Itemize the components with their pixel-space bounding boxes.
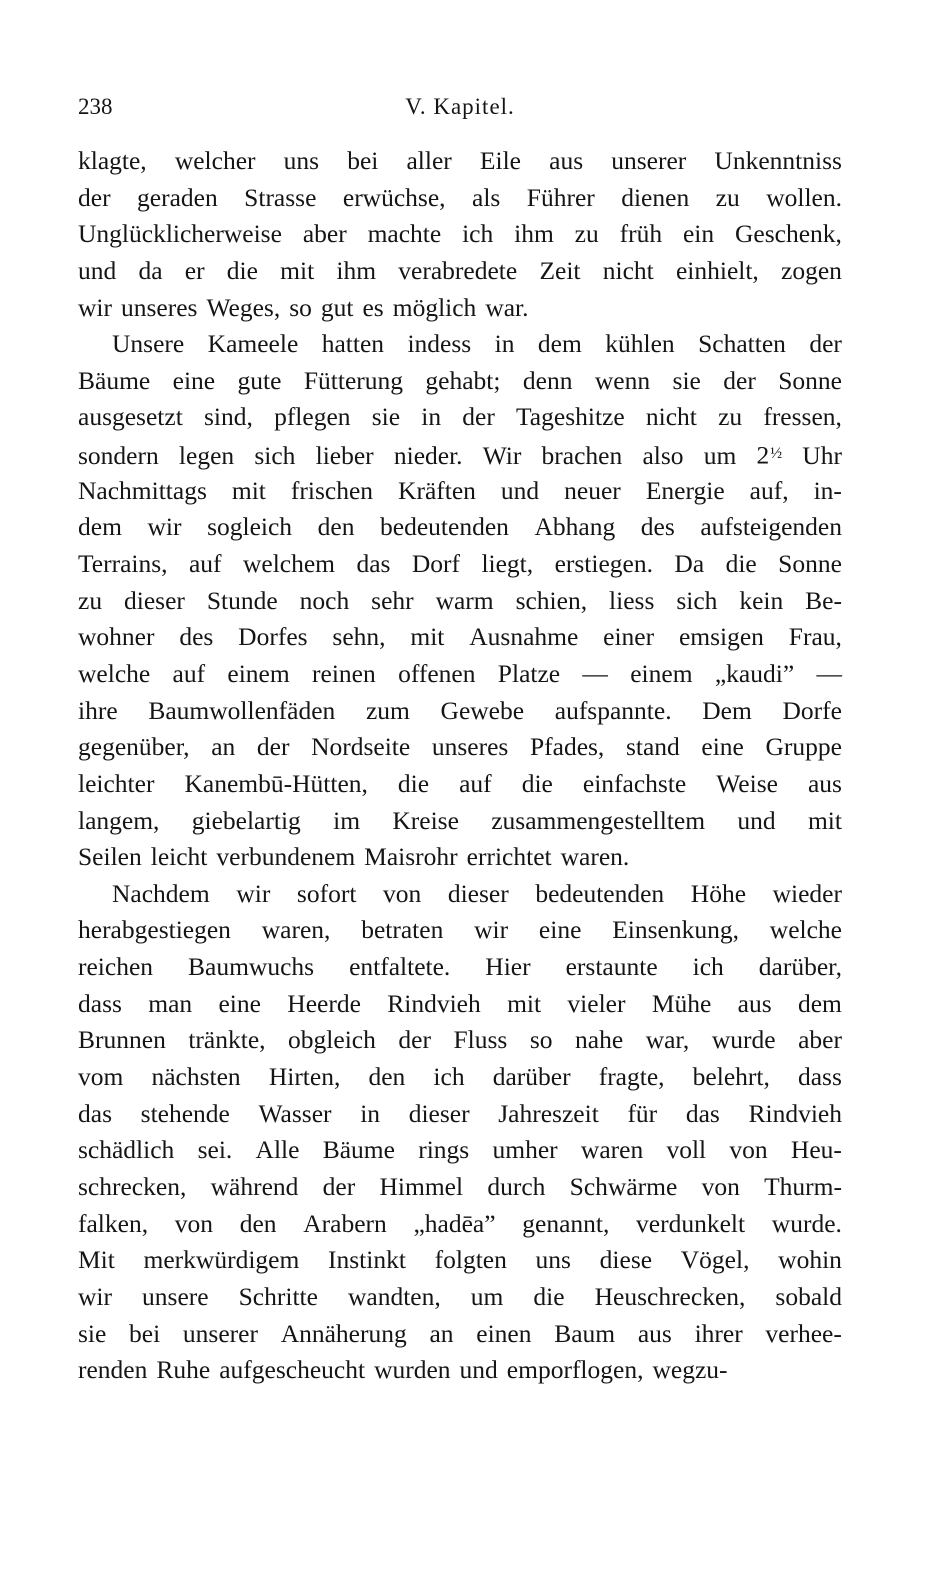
text-line: Terrains, auf welchem das Dorf liegt, erstiegen. Da die Sonne [78,549,842,579]
text-line: wir unsere Schritte wandten, um die Heuschrecken, sobald [78,1281,842,1311]
text-line: gegenüber, an der Nordseite unseres Pfades, stand eine Gruppe [78,732,842,762]
text-line: Seilen leicht verbundenem Maisrohr errichtet waren. [78,842,630,872]
text-line: welche auf einem reinen offenen Platze — einem „kaudi” — [78,658,842,688]
text-line: schädlich sei. Alle Bäume rings umher waren voll von Heu- [78,1135,842,1165]
text-line: leichter Kanembū-Hütten, die auf die einfachste Weise aus [78,768,842,798]
running-head: V. Kapitel. [405,94,515,119]
text-line: renden Ruhe aufgescheucht wurden und emporflogen, wegzu- [78,1355,728,1385]
text-line: wir unseres Weges, so gut es möglich war. [78,292,529,322]
text-line: ihre Baumwollenfäden zum Gewebe aufspannte. Dem Dorfe [78,695,842,725]
text-line: sondern legen sich lieber nieder. Wir brachen also um 2½ Uhr [78,440,842,470]
text-line: klagte, welcher uns bei aller Eile aus unserer Unkenntniss [78,146,842,175]
page-header [78,92,842,122]
text-line: wohner des Dorfes sehn, mit Ausnahme einer emsigen Frau, [78,622,842,652]
text-line: langem, giebelartig im Kreise zusammengestelltem und mit [78,805,842,835]
page-number: 238 [78,94,113,119]
text-line: falken, von den Arabern „hadēa” genannt, verdunkelt wurde. [78,1208,842,1238]
text-line: dem wir sogleich den bedeutenden Abhang des aufsteigenden [78,512,842,542]
text-line: Nachdem wir sofort von dieser bedeutenden Höhe wieder [112,878,842,908]
text-line: Brunnen tränkte, obgleich der Fluss so nahe war, wurde aber [78,1025,842,1055]
text-line: Mit merkwürdigem Instinkt folgten uns diese Vögel, wohin [78,1245,842,1275]
text-line: dass man eine Heerde Rindvieh mit vieler Mühe aus dem [78,988,842,1018]
text-line: Unglücklicherweise aber machte ich ihm zu früh ein Geschenk, [78,219,842,249]
text-line: ausgesetzt sind, pflegen sie in der Tageshitze nicht zu fressen, [78,402,842,432]
body-text [78,143,842,1389]
text-line: der geraden Strasse erwüchse, als Führer dienen zu wollen. [78,182,842,212]
text-line: Unsere Kameele hatten indess in dem kühlen Schatten der [112,329,842,359]
text-line: reichen Baumwuchs entfaltete. Hier erstaunte ich darüber, [78,952,842,982]
text-line: schrecken, während der Himmel durch Schwärme von Thurm- [78,1171,842,1201]
text-line: und da er die mit ihm verabredete Zeit nicht einhielt, zogen [78,255,842,285]
text-line: Bäume eine gute Fütterung gehabt; denn wenn sie der Sonne [78,365,842,395]
text-line: das stehende Wasser in dieser Jahreszeit für das Rindvieh [78,1098,842,1128]
text-line: herabgestiegen waren, betraten wir eine Einsenkung, welche [78,915,842,945]
text-line: sie bei unserer Annäherung an einen Baum aus ihrer verhee- [78,1318,842,1348]
text-line: Nachmittags mit frischen Kräften und neuer Energie auf, in- [78,475,842,505]
text-line: vom nächsten Hirten, den ich darüber fragte, belehrt, dass [78,1062,842,1092]
text-line: zu dieser Stunde noch sehr warm schien, liess sich kein Be- [78,585,842,615]
